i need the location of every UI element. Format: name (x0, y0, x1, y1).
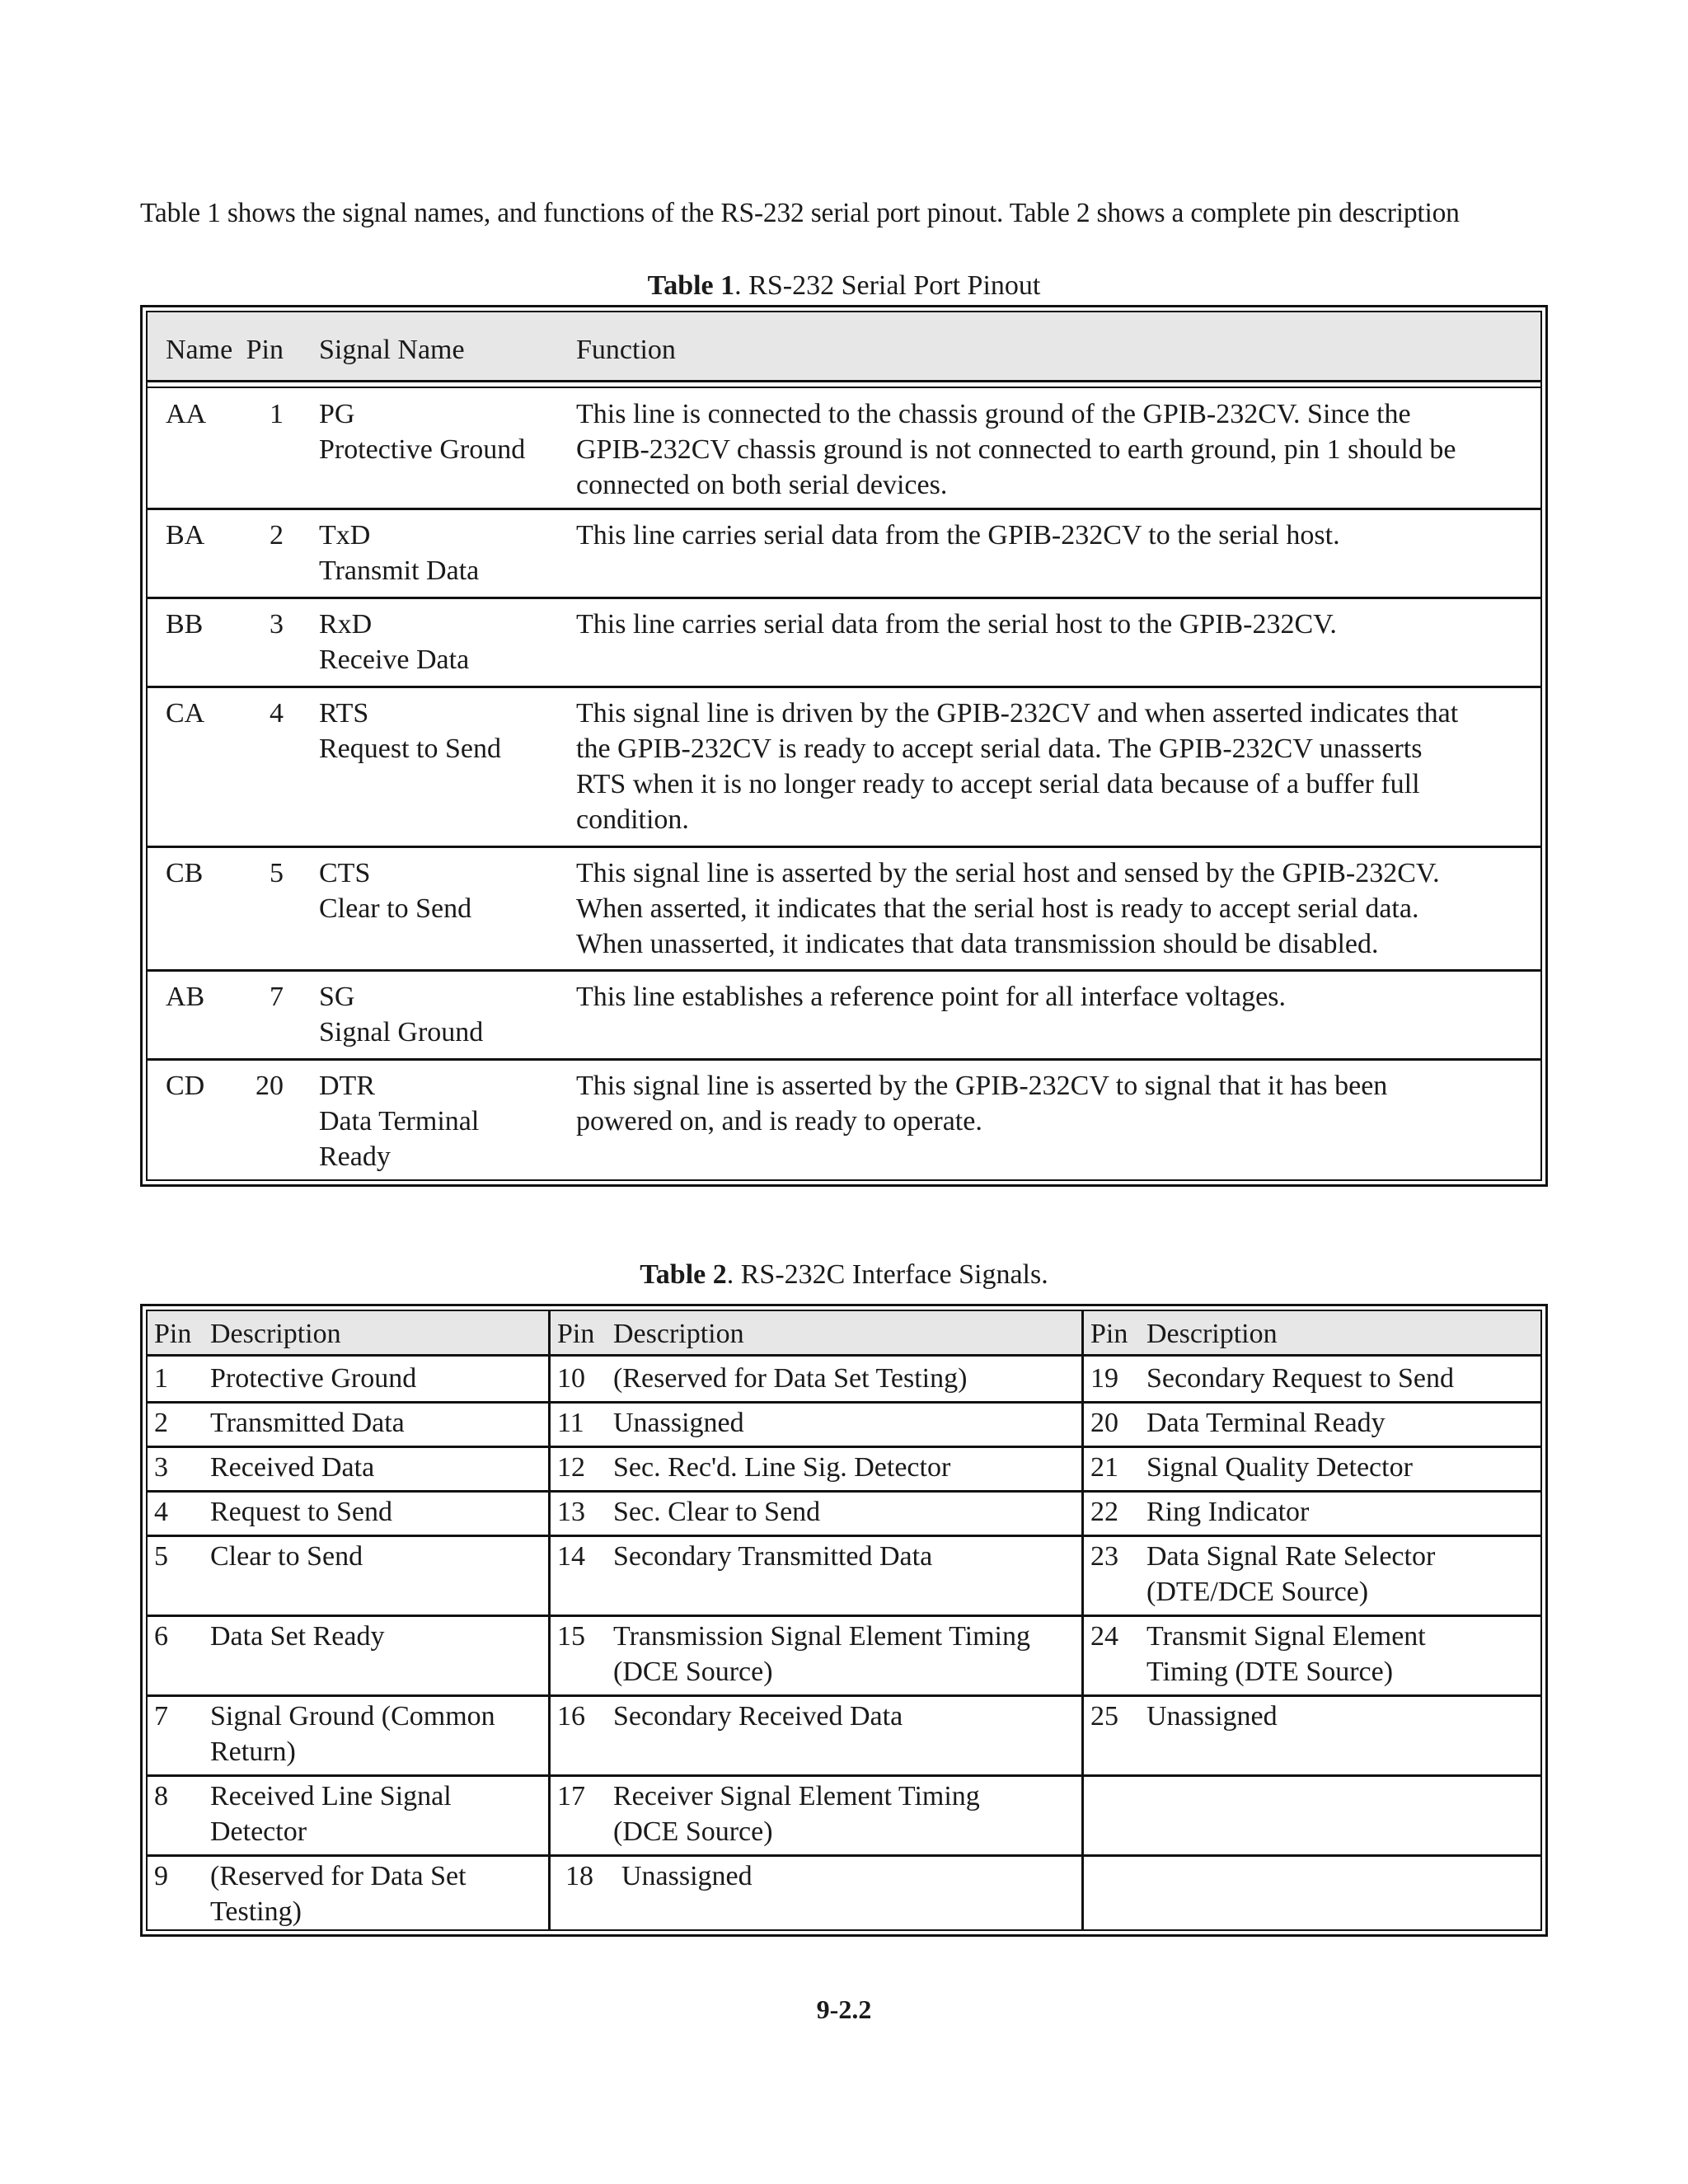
table2-description-line: Signal Quality Detector (1146, 1452, 1413, 1483)
table1-cell-signal (319, 979, 566, 1050)
table1-signal-line: Ready (319, 1141, 391, 1172)
table2-row (148, 1401, 1540, 1448)
table1-cell-function (576, 607, 1524, 642)
table2-cell-description (1146, 1699, 1278, 1734)
table1-cell-pin: 7 (270, 982, 284, 1012)
table2-cell-description (613, 1779, 980, 1849)
table2-row (148, 1615, 1540, 1697)
table2-cell-pin: 7 (154, 1701, 168, 1732)
table2-row (148, 1357, 1540, 1404)
table2-description-line: Testing) (210, 1896, 302, 1927)
table1-pinout (140, 305, 1548, 1187)
table2-description-line: Secondary Transmitted Data (613, 1541, 933, 1572)
table2-header-description: Description (210, 1319, 341, 1349)
table2-cell-pin: 9 (154, 1861, 168, 1891)
table1-caption-text: . RS-232 Serial Port Pinout (734, 270, 1041, 301)
table2-interface-signals (140, 1304, 1548, 1937)
table2-description-line: (DTE/DCE Source) (1146, 1577, 1369, 1607)
table1-cell-pin: 2 (270, 520, 284, 551)
table2-description-line: Secondary Request to Send (1146, 1363, 1454, 1394)
table1-cell-name: AB (166, 982, 205, 1012)
table2-cell-description (210, 1539, 363, 1574)
table1-cell-function (576, 1068, 1524, 1139)
table2-description-line: Protective Ground (210, 1363, 417, 1394)
table1-cell-name: BA (166, 520, 205, 551)
table2-row (148, 1535, 1540, 1617)
table2-description-line: (Reserved for Data Set Testing) (613, 1363, 968, 1394)
table2-column-divider (548, 1311, 551, 1929)
table2-cell-description (210, 1450, 374, 1485)
table2-header (148, 1311, 1540, 1357)
table1-header-function: Function (576, 335, 676, 365)
table1-header-signal: Signal Name (319, 335, 465, 365)
table2-cell-description (613, 1361, 967, 1396)
intro-paragraph: Table 1 shows the signal names, and functions of the RS-232 serial port pinout. Table 2 shows a complete pin description (140, 198, 1460, 228)
table2-description-line: Sec. Rec'd. Line Sig. Detector (613, 1452, 951, 1483)
table2-description-line: Transmission Signal Element Timing (613, 1621, 1030, 1652)
table2-cell-description (210, 1361, 416, 1396)
table2-cell-description (1146, 1539, 1435, 1610)
table2-header-pin: Pin (557, 1319, 595, 1349)
table1-signal-line: Request to Send (319, 733, 501, 764)
table1-cell-pin: 5 (270, 858, 284, 888)
table2-description-line: Data Set Ready (210, 1621, 385, 1652)
table2-cell-pin: 5 (154, 1541, 168, 1572)
table2-description-line: Transmit Signal Element (1146, 1621, 1426, 1652)
table2-cell-description (613, 1450, 950, 1485)
table1-signal-line: Protective Ground (319, 434, 526, 465)
table1-cell-pin: 20 (256, 1071, 284, 1101)
table2-description-line: Unassigned (1146, 1701, 1278, 1732)
table2-description-line: Transmitted Data (210, 1408, 405, 1438)
table1-row (148, 969, 1540, 1061)
table2-cell-description (1146, 1361, 1454, 1396)
table2-cell-description (1146, 1405, 1386, 1441)
table1-signal-line: TxD (319, 520, 371, 551)
table1-function-line: the GPIB-232CV is ready to accept serial data. The GPIB-232CV unasserts (576, 733, 1423, 764)
table2-cell-description (613, 1619, 1030, 1690)
table2-description-line: Ring Indicator (1146, 1497, 1310, 1527)
table1-signal-line: RxD (319, 609, 373, 640)
table1-cell-signal (319, 518, 566, 588)
table2-description-line: Sec. Clear to Send (613, 1497, 821, 1527)
table2-cell-pin: 6 (154, 1621, 168, 1652)
table1-function-line: This line is connected to the chassis ground of the GPIB-232CV. Since the (576, 399, 1411, 429)
table1-cell-pin: 4 (270, 698, 284, 729)
table1-cell-signal (319, 855, 566, 926)
table1-function-line: powered on, and is ready to operate. (576, 1106, 982, 1137)
table2-cell-pin: 19 (1090, 1363, 1118, 1394)
table1-header-pin: Pin (246, 335, 284, 365)
table1-function-line: This signal line is driven by the GPIB-232CV and when asserted indicates that (576, 698, 1459, 729)
table1-cell-function (576, 979, 1524, 1015)
table2-cell-pin: 1 (154, 1363, 168, 1394)
table2-cell-description (1146, 1619, 1426, 1690)
table2-cell-pin: 21 (1090, 1452, 1118, 1483)
table2-description-line: (Reserved for Data Set (210, 1861, 467, 1891)
table2-cell-description (613, 1405, 744, 1441)
table1-function-line: This line establishes a reference point for all interface voltages. (576, 982, 1286, 1012)
table1-signal-line: Data Terminal (319, 1106, 480, 1137)
table2-caption (0, 1259, 1688, 1291)
table1-signal-line: RTS (319, 698, 369, 729)
table2-cell-pin: 17 (557, 1781, 585, 1811)
table1-row (148, 508, 1540, 599)
table1-function-line: condition. (576, 804, 689, 835)
table2-cell-pin: 25 (1090, 1701, 1118, 1732)
table2-cell-description (1146, 1494, 1309, 1530)
table2-column-divider (1081, 1311, 1084, 1929)
table2-cell-description (210, 1619, 385, 1654)
table2-inner (146, 1310, 1542, 1931)
table1-function-line: When asserted, it indicates that the serial host is ready to accept serial data. (576, 893, 1419, 924)
table2-header-description: Description (613, 1319, 744, 1349)
table2-description-line: Request to Send (210, 1497, 392, 1527)
table2-caption-text: . RS-232C Interface Signals. (726, 1259, 1048, 1290)
table1-function-line: This line carries serial data from the GPIB-232CV to the serial host. (576, 520, 1340, 551)
table2-cell-pin: 10 (557, 1363, 585, 1394)
table1-signal-line: SG (319, 982, 355, 1012)
table2-row (148, 1694, 1540, 1777)
table2-description-line: Data Terminal Ready (1146, 1408, 1386, 1438)
table1-function-line: When unasserted, it indicates that data transmission should be disabled. (576, 929, 1379, 959)
table2-cell-pin: 24 (1090, 1621, 1118, 1652)
table1-cell-signal (319, 396, 566, 467)
table1-header (148, 312, 1540, 382)
table2-header-pin: Pin (1090, 1319, 1128, 1349)
table2-row (148, 1854, 1540, 1934)
table2-cell-description (1146, 1450, 1413, 1485)
table2-cell-pin: 22 (1090, 1497, 1118, 1527)
table2-cell-description (210, 1858, 467, 1929)
table1-row (148, 597, 1540, 688)
table2-cell-pin: 14 (557, 1541, 585, 1572)
table2-cell-pin: 3 (154, 1452, 168, 1483)
table2-description-line: Secondary Received Data (613, 1701, 903, 1732)
table2-cell-description (613, 1699, 903, 1734)
table2-row (148, 1774, 1540, 1857)
table1-cell-function (576, 396, 1524, 503)
table1-cell-name: AA (166, 399, 207, 429)
table1-cell-function (576, 855, 1524, 962)
table1-signal-line: Signal Ground (319, 1017, 484, 1047)
table2-cell-pin: 18 (565, 1861, 593, 1891)
table2-description-line: Signal Ground (Common (210, 1701, 495, 1732)
table1-header-name: Name (166, 335, 233, 365)
table2-row (148, 1490, 1540, 1537)
table2-cell-pin: 15 (557, 1621, 585, 1652)
table2-header-pin: Pin (154, 1319, 192, 1349)
table1-function-line: This signal line is asserted by the GPIB-232CV to signal that it has been (576, 1071, 1388, 1101)
table2-description-line: (DCE Source) (613, 1657, 773, 1687)
table1-cell-name: CD (166, 1071, 205, 1101)
table1-cell-function (576, 518, 1524, 553)
table1-row (148, 1058, 1540, 1182)
table1-row (148, 686, 1540, 848)
table2-description-line: Detector (210, 1816, 307, 1847)
table1-cell-signal (319, 1068, 566, 1174)
table2-description-line: Timing (DTE Source) (1146, 1657, 1394, 1687)
table2-cell-pin: 12 (557, 1452, 585, 1483)
table2-cell-pin: 8 (154, 1781, 168, 1811)
table1-row (148, 387, 1540, 510)
table2-description-line: Receiver Signal Element Timing (613, 1781, 980, 1811)
table1-signal-line: DTR (319, 1071, 375, 1101)
table2-row (148, 1446, 1540, 1493)
table1-function-line: connected on both serial devices. (576, 470, 948, 500)
table1-signal-line: Clear to Send (319, 893, 472, 924)
table2-cell-description (613, 1539, 932, 1574)
table2-cell-pin: 16 (557, 1701, 585, 1732)
table2-cell-pin: 23 (1090, 1541, 1118, 1572)
table2-description-line: Unassigned (621, 1861, 753, 1891)
table2-description-line: Return) (210, 1736, 296, 1767)
table2-description-line: Received Data (210, 1452, 375, 1483)
table1-inner (146, 311, 1542, 1181)
table1-cell-signal (319, 696, 566, 766)
table2-cell-pin: 13 (557, 1497, 585, 1527)
table2-caption-label: Table 2 (640, 1259, 727, 1290)
table1-signal-line: CTS (319, 858, 371, 888)
table1-cell-pin: 1 (270, 399, 284, 429)
table2-cell-pin: 2 (154, 1408, 168, 1438)
table1-function-line: GPIB-232CV chassis ground is not connected to earth ground, pin 1 should be (576, 434, 1456, 465)
table1-signal-line: Transmit Data (319, 555, 480, 586)
table1-cell-pin: 3 (270, 609, 284, 640)
table1-function-line: RTS when it is no longer ready to accept serial data because of a buffer full (576, 769, 1420, 799)
table2-description-line: Received Line Signal (210, 1781, 452, 1811)
table1-cell-name: BB (166, 609, 204, 640)
table1-function-line: This signal line is asserted by the serial host and sensed by the GPIB-232CV. (576, 858, 1440, 888)
table2-cell-description (210, 1699, 495, 1769)
table1-cell-name: CB (166, 858, 204, 888)
table2-header-description: Description (1146, 1319, 1278, 1349)
table2-cell-description (210, 1779, 452, 1849)
table1-signal-line: Receive Data (319, 644, 470, 675)
page-number: 9-2.2 (816, 1994, 872, 2024)
table1-caption-label: Table 1 (647, 270, 735, 301)
table1-cell-name: CA (166, 698, 205, 729)
table1-cell-signal (319, 607, 566, 677)
table1-function-line: This line carries serial data from the serial host to the GPIB-232CV. (576, 609, 1337, 640)
table2-description-line: Unassigned (613, 1408, 744, 1438)
table1-signal-line: PG (319, 399, 355, 429)
table2-description-line: Clear to Send (210, 1541, 363, 1572)
table2-cell-description (613, 1494, 820, 1530)
table1-cell-function (576, 696, 1524, 837)
table2-cell-description (210, 1405, 405, 1441)
table2-description-line: Data Signal Rate Selector (1146, 1541, 1436, 1572)
table1-caption (0, 270, 1688, 302)
table2-cell-pin: 20 (1090, 1408, 1118, 1438)
table2-description-line: (DCE Source) (613, 1816, 773, 1847)
table1-row (148, 846, 1540, 972)
table2-cell-description (210, 1494, 392, 1530)
table2-cell-pin: 4 (154, 1497, 168, 1527)
table2-cell-description (621, 1858, 753, 1894)
table2-cell-pin: 11 (557, 1408, 584, 1438)
